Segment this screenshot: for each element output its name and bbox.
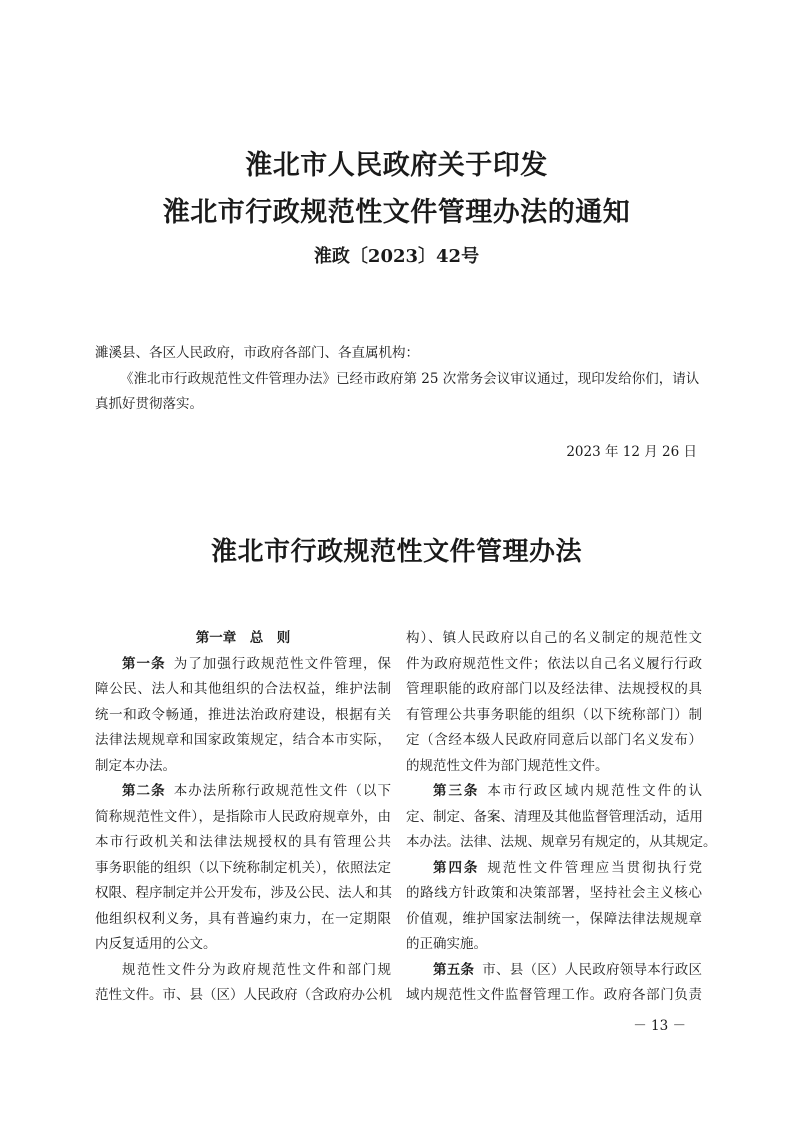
text-line: [95, 830, 391, 856]
line-text: 事务职能的组织（以下统称制定机关），依照法定: [95, 859, 391, 876]
line-text: 件为政府规范性文件；依法以自己名义履行行政: [406, 655, 702, 672]
line-text: 有管理公共事务职能的组织（以下统称部门）制: [406, 706, 702, 723]
text-line: [95, 932, 391, 958]
measures-title: 淮北市行政规范性文件管理办法: [210, 537, 582, 567]
text-line: [95, 881, 391, 907]
line-text: 法律法规规章和国家政策规定，结合本市实际，: [95, 732, 391, 748]
notice-title-line2: 淮北市行政规范性文件管理办法的通知: [162, 197, 631, 228]
line-text: 他组织权利义务，具有普遍约束力，在一定期限: [95, 910, 391, 927]
text-line: [95, 677, 391, 703]
text-line: [95, 958, 391, 984]
line-text: 定、制定、备案、清理及其他监督管理活动，适用: [406, 808, 703, 825]
right-text-column: [406, 626, 717, 1009]
line-text: 规范性文件管理应当贯彻执行党: [487, 859, 702, 876]
line-text: 管理职能的政府部门以及经法律、法规授权的具: [406, 681, 702, 697]
addressee: 濉溪县、各区人民政府，市政府各部门、各直属机构：: [95, 345, 419, 361]
line-text: 的正确实施。: [406, 936, 487, 952]
left-text-column: [95, 626, 391, 1009]
line-text: 范性文件。市、县（区）人民政府（含政府办公机: [95, 987, 392, 1003]
chapter-heading: 第一章 总 则: [195, 630, 291, 646]
text-line: [406, 728, 702, 754]
text-line: [406, 779, 702, 805]
line-text: 规范性文件分为政府规范性文件和部门规: [122, 961, 391, 978]
text-line: [406, 881, 702, 907]
line-text: 构）、镇人民政府以自己的名义制定的规范性文: [406, 630, 702, 646]
line-text: 定（含经本级人民政府同意后以部门名义发布）: [406, 732, 702, 748]
text-line: [95, 983, 391, 1009]
line-text: 价值观，维护国家法制统一，保障法律法规规章: [406, 910, 702, 927]
line-text: 市、县（区）人民政府领导本行政区: [482, 961, 702, 978]
text-line: [95, 805, 391, 831]
text-line: [406, 754, 702, 780]
text-line: [406, 983, 702, 1009]
text-line: [406, 703, 702, 729]
issue-date: 2023 年 12 月 26 日: [566, 444, 697, 460]
text-line: [406, 932, 702, 958]
text-line: [406, 856, 702, 882]
text-line: [406, 907, 702, 933]
notice-title-line1: 淮北市人民政府关于印发: [245, 150, 548, 181]
text-line: [406, 652, 702, 678]
text-line: [406, 958, 702, 984]
text-line: [95, 907, 391, 933]
text-line: [406, 626, 702, 652]
text-line: [406, 805, 702, 831]
line-text: 的规范性文件为部门规范性文件。: [406, 757, 609, 774]
text-line: [95, 754, 391, 780]
text-line: [95, 728, 391, 754]
article-label: 第五条: [433, 961, 475, 978]
line-text: 内反复适用的公文。: [95, 936, 217, 952]
line-text: 本办法所称行政规范性文件（以下: [173, 783, 392, 799]
line-text: 本市行政机关和法律法规授权的具有管理公共: [95, 834, 391, 850]
text-line: [95, 652, 391, 678]
text-line: [95, 703, 391, 729]
line-text: 的路线方针政策和决策部署，坚持社会主义核心: [406, 885, 702, 901]
article-label: 第四条: [433, 859, 480, 876]
line-text: 权限、程序制定并公开发布，涉及公民、法人和其: [95, 885, 392, 901]
text-line: [95, 779, 391, 805]
notice-body-line2: 真抓好贯彻落实。: [95, 396, 203, 412]
article-label: 第一条: [122, 655, 166, 672]
text-line: [406, 830, 717, 856]
line-text: 为了加强行政规范性文件管理，保: [173, 655, 392, 672]
document-number: 淮政〔2023〕42号: [313, 246, 480, 267]
text-line: [406, 677, 702, 703]
line-text: 简称规范性文件），是指除市人民政府规章外，由: [95, 808, 391, 825]
line-text: 制定本办法。: [95, 757, 176, 774]
line-text: 本办法。法律、法规、规章另有规定的，从其规定。: [406, 834, 717, 850]
line-text: 本市行政区域内规范性文件的认: [487, 783, 702, 799]
text-line: [95, 856, 391, 882]
line-text: 障公民、法人和其他组织的合法权益，维护法制: [95, 681, 391, 697]
article-label: 第二条: [122, 783, 166, 799]
notice-body-line1: 《淮北市行政规范性文件管理办法》已经市政府第 25 次常务会议审议通过，现印发给你们，请认: [120, 371, 700, 387]
page-number: － 13 －: [633, 1018, 686, 1034]
line-text: 统一和政令畅通，推进法治政府建设，根据有关: [95, 706, 391, 723]
line-text: 域内规范性文件监督管理工作。政府各部门负责: [406, 987, 702, 1003]
article-label: 第三条: [433, 783, 480, 799]
